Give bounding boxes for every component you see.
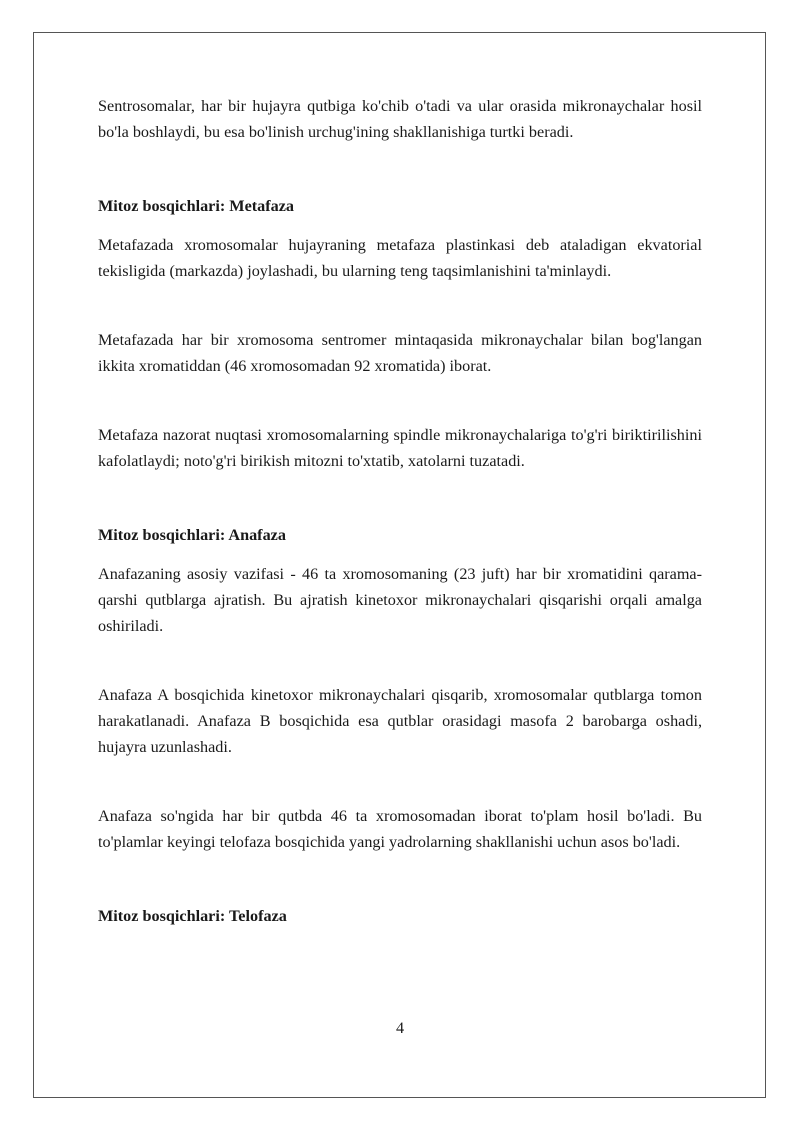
paragraph-anafaza-ab: Anafaza A bosqichida kinetoxor mikronaychalari qisqarib, xromosomalar qutblarga tomon harakatlanadi. Anafaza B bosqichida esa qutblar orasidagi masofa 2 barobarga oshadi, hujayra uzunlashadi. (98, 686, 702, 756)
heading-metafaza: Mitoz bosqichlari: Metafaza (98, 197, 294, 215)
paragraph-anafaza-vazifa: Anafazaning asosiy vazifasi - 46 ta xromosomaning (23 juft) har bir xromatidini qarama-qarshi qutblarga ajratish. Bu ajratish kinetoxor mikronaychalari qisqarishi orqali amalga oshiriladi. (98, 565, 702, 635)
paragraph-metafaza-xromatid: Metafazada har bir xromosoma sentromer mintaqasida mikronaychalar bilan bog'langan ikkita xromatiddan (46 xromosomadan 92 xromatida) iborat. (98, 331, 702, 375)
heading-anafaza: Mitoz bosqichlari: Anafaza (98, 526, 286, 544)
paragraph-sentrosomalar: Sentrosomalar, har bir hujayra qutbiga ko'chib o'tadi va ular orasida mikronaychalar hosil bo'la boshlaydi, bu esa bo'linish urchug'ining shakllanishiga turtki beradi. (98, 97, 702, 141)
paragraph-anafaza-songi: Anafaza so'ngida har bir qutbda 46 ta xromosomadan iborat to'plam hosil bo'ladi. Bu to'plamlar keyingi telofaza bosqichida yangi yadrolarning shakllanishi uchun asos bo'ladi. (98, 807, 702, 851)
paragraph-metafaza-nazorat: Metafaza nazorat nuqtasi xromosomalarning spindle mikronaychalariga to'g'ri biriktirilishini kafolatlaydi; noto'g'ri birikish mitozni to'xtatib, xatolarni tuzatadi. (98, 426, 702, 470)
heading-telofaza: Mitoz bosqichlari: Telofaza (98, 907, 287, 925)
page-content (98, 93, 702, 929)
paragraph-metafaza-plastinka: Metafazada xromosomalar hujayraning metafaza plastinkasi deb ataladigan ekvatorial tekisligida (markazda) joylashadi, bu ularning teng taqsimlanishini ta'minlaydi. (98, 236, 702, 280)
page-number: 4 (395, 1019, 405, 1037)
